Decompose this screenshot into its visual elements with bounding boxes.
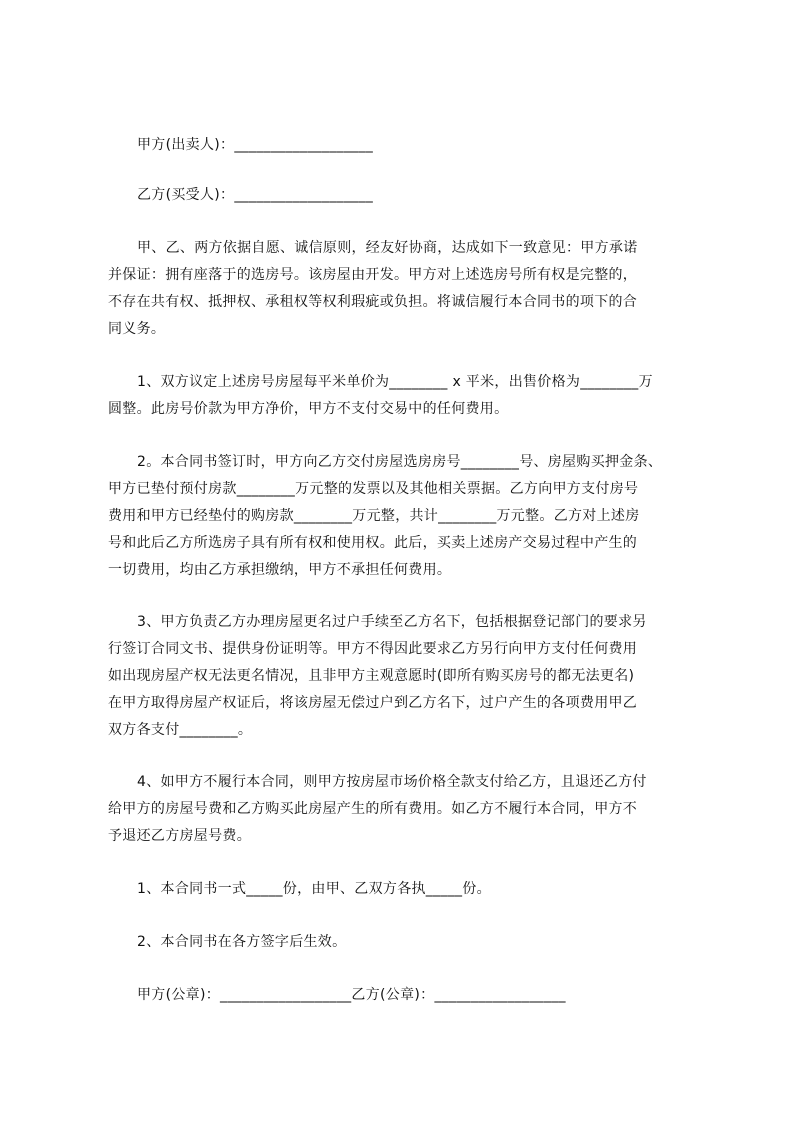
- effective-clause: 2、本合同书在各方签字后生效。: [137, 934, 347, 950]
- intro-line: 甲、乙、两方依据自愿、诚信原则，经友好协商，达成如下一致意见：甲方承诺: [137, 240, 638, 256]
- clause-line: 1、双方议定上述房号房屋每平米单价为________ x 平米，出售价格为________万: [137, 374, 653, 390]
- intro-line: 同义务。: [108, 321, 166, 337]
- intro-line: 不存在共有权、抵押权、承租权等权利瑕疵或负担。将诚信履行本合同书的项下的合: [108, 294, 638, 310]
- clause-line: 予退还乙方房屋号费。: [108, 828, 251, 844]
- signature-line: 甲方(公章)：__________________乙方(公章)：__________________: [137, 987, 566, 1003]
- party-b-field: 乙方(买受人)：___________________: [137, 187, 374, 203]
- clause-line: 2。本合同书签订时，甲方向乙方交付房屋选房房号________号、房屋购买押金条、: [137, 454, 663, 470]
- clause-line: 给甲方的房屋号费和乙方购买此房屋产生的所有费用。如乙方不履行本合同，甲方不: [108, 801, 638, 817]
- copies-clause: 1、本合同书一式_____份，由甲、乙双方各执_____份。: [137, 881, 491, 897]
- clause-line: 号和此后乙方所选房子具有所有权和使用权。此后，买卖上述房产交易过程中产生的: [108, 535, 638, 551]
- clause-line: 4、如甲方不履行本合同，则甲方按房屋市场价格全款支付给乙方，且退还乙方付: [137, 774, 647, 790]
- clause-line: 双方各支付________。: [108, 722, 253, 738]
- clause-line: 一切费用，均由乙方承担缴纳，甲方不承担任何费用。: [108, 562, 452, 578]
- clause-line: 行签订合同文书、提供身份证明等。甲方不得因此要求乙方另行向甲方支付任何费用: [108, 641, 638, 657]
- intro-line: 并保证：拥有座落于的选房号。该房屋由开发。甲方对上述选房号所有权是完整的，: [108, 267, 638, 283]
- clause-line: 在甲方取得房屋产权证后，将该房屋无偿过户到乙方名下，过户产生的各项费用甲乙: [108, 695, 638, 711]
- clause-line: 费用和甲方已经垫付的购房款________万元整，共计________万元整。乙方对上述房: [108, 508, 640, 524]
- party-a-field: 甲方(出卖人)：___________________: [137, 137, 374, 153]
- clause-line: 如出现房屋产权无法更名情况，且非甲方主观意愿时(即所有购买房号的都无法更名): [108, 668, 635, 684]
- clause-line: 圆整。此房号价款为甲方净价，甲方不支付交易中的任何费用。: [108, 401, 509, 417]
- clause-line: 3、甲方负责乙方办理房屋更名过户手续至乙方名下，包括根据登记部门的要求另: [137, 614, 647, 630]
- clause-line: 甲方已垫付预付房款________万元整的发票以及其他相关票据。乙方向甲方支付房号: [108, 481, 639, 497]
